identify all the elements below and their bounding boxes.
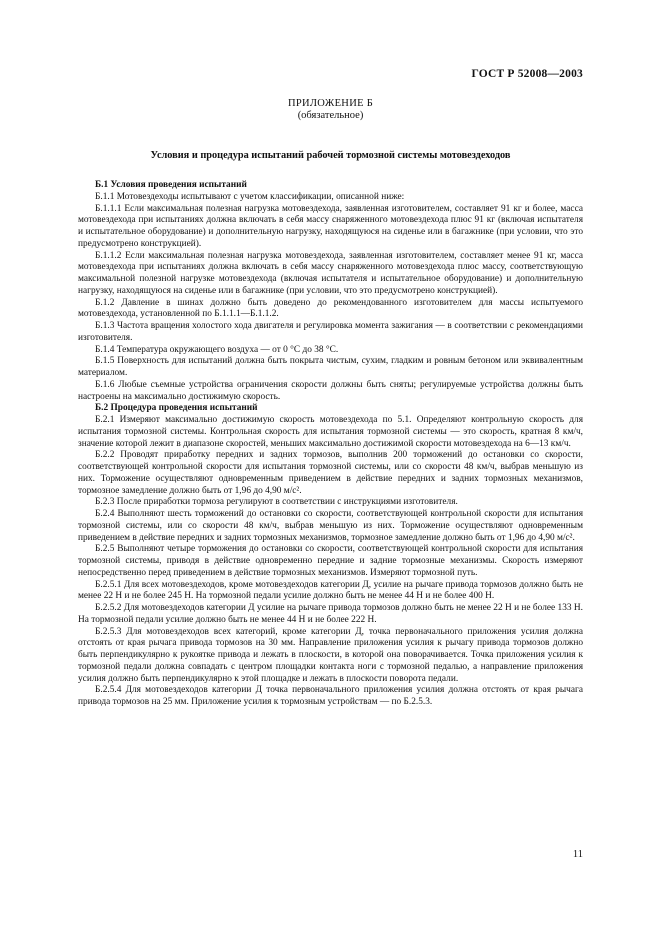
paragraph: Б.2.2 Проводят приработку передних и задних тормозов, выполнив 200 торможений до остановки со скорости, соответствующей контрольной скорости для испытания тормозной системы, или со скорости 48 км/ч, выбрав меньшую из них. Торможение осуществляют одновременным приведением в действие передних и задних тормозных механизмов, тормозное замедление должно быть от 1,96 до 4,90 м/с².: [78, 450, 583, 496]
appendix-title: ПРИЛОЖЕНИЕ Б: [287, 98, 374, 109]
section-heading: Б.1 Условия проведения испытаний: [95, 180, 247, 190]
document-body: [78, 180, 583, 709]
paragraph: Б.2.4 Выполняют шесть торможений до остановки со скорости, соответствующей контрольной скорости для испытания тормозной системы, или со скорости 48 км/ч, выбрав меньшую из них. Торможение осуществляют одновременным приведением в действие передних и задних тормозных механизмов, тормозное замедление должно быть от 1,96 до 4,90 м/с².: [78, 509, 583, 543]
appendix-block: [0, 98, 661, 122]
paragraph: Б.2.5.2 Для мотовездеходов категории Д усилие на рычаге привода тормозов должно быть не менее 22 Н и не более 133 Н. На тормозной педали усилие должно быть не менее 44 Н и не более 222 Н.: [78, 603, 583, 625]
paragraph: Б.1.3 Частота вращения холостого хода двигателя и регулировка момента зажигания — в соответствии с рекомендациями изготовителя.: [78, 321, 583, 343]
page-number: 11: [572, 849, 583, 860]
paragraph: Б.1.1.2 Если максимальная полезная нагрузка мотовездехода, заявленная изготовителем, составляет менее 91 кг, масса мотовездехода при испытаниях должна включать в себя массу снаряженного мотовездехода плюс массу, соответствующую максимальной полезной нагрузке мотовездехода (включая испытателя и испытательное оборудование) и дополнительную нагрузку, находящуюся на сиденье или в багажнике (при условии, что это предусмотрено конструкцией).: [78, 250, 583, 296]
paragraph: Б.1.1 Мотовездеходы испытывают с учетом классификации, описанной ниже:: [95, 191, 405, 202]
paragraph: Б.1.2 Давление в шинах должно быть доведено до рекомендованного изготовителем для массы испытуемого мотовездехода, установленной по Б.1.1.1—Б.1.1.2.: [78, 297, 583, 320]
paragraph: Б.1.4 Температура окружающего воздуха — от 0 °С до 38 °С.: [95, 344, 339, 355]
paragraph: Б.1.6 Любые съемные устройства ограничения скорости должны быть сняты; регулируемые устройства должны быть настроены на максимально достижимую скорость.: [78, 379, 583, 402]
standard-header: ГОСТ Р 52008—2003: [471, 68, 583, 80]
section-heading: Б.2 Процедура проведения испытаний: [95, 403, 258, 414]
paragraph: Б.2.5.1 Для всех мотовездеходов, кроме мотовездеходов категории Д, усилие на рычаге привода тормозов должно быть не менее 22 Н и не более 245 Н. На тормозной педали усилие должно быть не менее 44 Н и не более 400 Н.: [78, 579, 583, 602]
paragraph: Б.1.5 Поверхность для испытаний должна быть покрыта чистым, сухим, гладким и ровным бетоном или эквивалентным материалом.: [78, 356, 583, 378]
paragraph: Б.2.3 После приработки тормоза регулируют в соответствии с инструкциями изготовителя.: [95, 497, 458, 508]
paragraph: Б.2.1 Измеряют максимально достижимую скорость мотовездехода по 5.1. Определяют контрольную скорость для испытания тормозной системы. Контрольная скорость для испытания тормозной системы — это скорость, кратная 8 км/ч, значение которой лежит в диапазоне скоростей, меньших максимально достижимой скорости мотовездехода на 6—13 км/ч.: [78, 415, 583, 449]
section-title: Условия и процедура испытаний рабочей тормозной системы мотовездеходов: [150, 150, 511, 161]
paragraph: Б.1.1.1 Если максимальная полезная нагрузка мотовездехода, заявленная изготовителем, составляет 91 кг и более, масса мотовездехода при испытаниях должна включать в себя массу снаряженного мотовездехода плюс 91 кг (включая испытателя и испытательное оборудование) и дополнительную нагрузку, находящуюся на сиденье или в багажнике (при условии, что это предусмотрено конструкцией).: [78, 203, 583, 249]
paragraph: Б.2.5.3 Для мотовездеходов всех категорий, кроме категории Д, точка первоначального приложения усилия должна отстоять от края рычага привода тормозов на 30 мм. Направление приложения усилия к рычагу привода тормозов должно быть перпендикулярно к рукоятке привода и лежать в плоскости, в которой она поворачивается. Точка приложения усилия к тормозной педали должна совпадать с центром площадки контакта ноги с тормозной педалью, а направление приложения усилия должно быть перпендикулярно к этой площадке и лежать в плоскости поворота педали.: [78, 626, 583, 684]
appendix-status: (обязательное): [297, 110, 364, 121]
paragraph: Б.2.5 Выполняют четыре торможения до остановки со скорости, соответствующей контрольной скорости для испытания тормозной системы, приводя в действие одновременно передние и задние тормозные механизмы. Скорость измеряют непосредственно перед приведением в действие тормозных механизмов. Измеряют тормозной путь.: [78, 544, 583, 578]
paragraph: Б.2.5.4 Для мотовездеходов категории Д точка первоначального приложения усилия должна отстоять от края рычага привода тормозов на 25 мм. Приложение усилия к тормозным устройствам — по Б.2.5.3.: [78, 685, 583, 707]
